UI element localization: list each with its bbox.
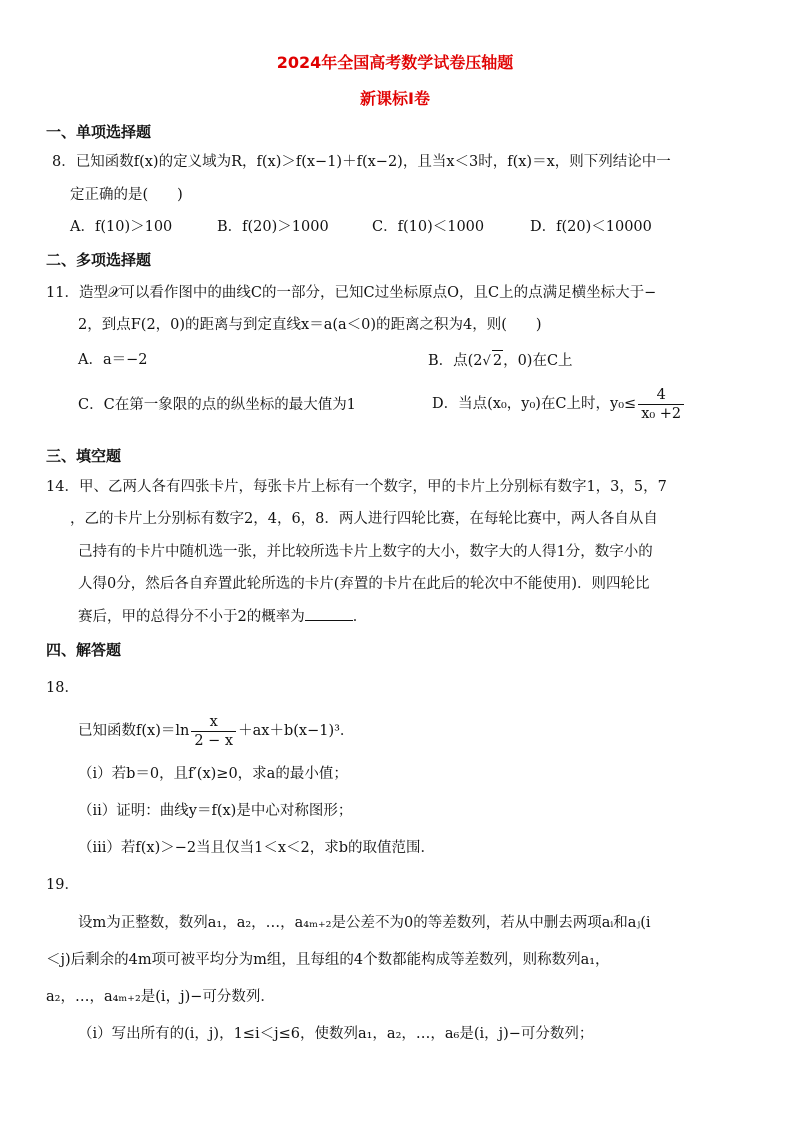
q18-fraction-denominator: 2 − x	[194, 732, 234, 749]
q18-part-3: （ⅲ）若f(x)＞−2当且仅当1＜x＜2，求b的取值范围．	[78, 840, 436, 856]
q8-option-b: B．f(20)＞1000	[217, 219, 329, 235]
q11-option-d	[432, 382, 686, 426]
q11-option-b-radicand: 2	[492, 350, 503, 371]
q19-stem-line3: a₂，…，a₄ₘ₊₂是(i，j)−可分数列．	[46, 989, 275, 1005]
q11-option-b-suffix: ，0)在C上	[503, 353, 573, 369]
q18-fraction-numerator: x	[191, 713, 236, 732]
q18-part-2: （ⅱ）证明：曲线y＝f(x)是中心对称图形；	[78, 803, 353, 819]
q14-stem-line5-period: ．	[352, 609, 368, 625]
q11-stem-line1: 11．造型𝒳可以看作图中的曲线C的一部分，已知C过坐标原点O，且C上的点满足横坐标大于−	[46, 285, 657, 301]
q8-stem-line2: 定正确的是( )	[70, 187, 183, 203]
section-heading-solutions: 四、解答题	[46, 641, 122, 659]
q8-option-a: A．f(10)＞100	[70, 219, 173, 235]
q19-part-1: （ⅰ）写出所有的(i，j)，1≤i＜j≤6，使数列a₁，a₂，…，a₆是(i，j)−可分数列；	[78, 1026, 594, 1042]
page-subtitle: 新课标Ⅰ卷	[360, 89, 430, 108]
q8-option-d: D．f(20)＜10000	[530, 219, 652, 235]
q11-option-d-fraction	[638, 386, 684, 423]
q8-stem-line1: 8．已知函数f(x)的定义域为R，f(x)＞f(x−1)＋f(x−2)，且当x＜3时，f(x)＝x，则下列结论中一	[52, 154, 671, 170]
q8-option-c: C．f(10)＜1000	[372, 219, 485, 235]
q18-number: 18．	[46, 680, 79, 696]
q14-stem-line4: 人得0分，然后各自弃置此轮所选的卡片(弃置的卡片在此后的轮次中不能使用)．则四轮比	[78, 576, 650, 592]
q18-part-1: （ⅰ）若b＝0，且f′(x)≥0，求a的最小值；	[78, 766, 348, 782]
q19-stem-line1: 设m为正整数，数列a₁，a₂，…，a₄ₘ₊₂是公差不为0的等差数列，若从中删去两项aᵢ和aⱼ(i	[78, 915, 651, 931]
section-heading-multiple-choice: 二、多项选择题	[46, 251, 152, 269]
q14-stem-line2: ，乙的卡片上分别标有数字2，4，6，8．两人进行四轮比赛，在每轮比赛中，两人各自从自	[70, 511, 658, 527]
q18-intro	[78, 709, 354, 753]
q11-option-c: C．C在第一象限的点的纵坐标的最大值为1	[78, 397, 356, 413]
q18-intro-prefix: 已知函数f(x)＝ln	[78, 723, 190, 739]
q11-option-d-text: D．当点(x₀，y₀)在C上时，y₀≤	[432, 396, 637, 412]
section-heading-fill-in: 三、填空题	[46, 447, 122, 465]
q14-stem-line5	[78, 606, 367, 627]
q11-stem-line2: 2，到点F(2，0)的距离与到定直线x＝a(a＜0)的距离之积为4，则( )	[78, 317, 542, 333]
q11-option-d-denominator: x₀ +2	[641, 405, 682, 422]
q18-fraction	[191, 713, 236, 750]
q11-option-b-prefix: B．点(2	[428, 353, 483, 369]
answer-blank	[305, 606, 353, 621]
q19-number: 19．	[46, 877, 79, 893]
q11-option-b: B．点(2√ 2，0)在C上	[428, 350, 573, 372]
q14-stem-line5-text: 赛后，甲的总得分不小于2的概率为	[78, 609, 305, 625]
page-title: 2024年全国高考数学试卷压轴题	[276, 53, 514, 72]
q19-stem-line2: ＜j)后剩余的4m项可被平均分为m组，且每组的4个数都能构成等差数列，则称数列a₁，	[46, 952, 610, 968]
q14-stem-line1: 14．甲、乙两人各有四张卡片，每张卡片上标有一个数字，甲的卡片上分别标有数字1，3，5，7	[46, 479, 667, 495]
section-heading-single-choice: 一、单项选择题	[46, 123, 152, 141]
q14-stem-line3: 己持有的卡片中随机选一张，并比较所选卡片上数字的大小，数字大的人得1分，数字小的	[78, 544, 653, 560]
q18-intro-suffix: ＋ax＋b(x−1)³．	[238, 723, 355, 739]
q11-option-a: A．a＝−2	[78, 352, 148, 368]
q11-option-d-numerator: 4	[638, 386, 684, 405]
